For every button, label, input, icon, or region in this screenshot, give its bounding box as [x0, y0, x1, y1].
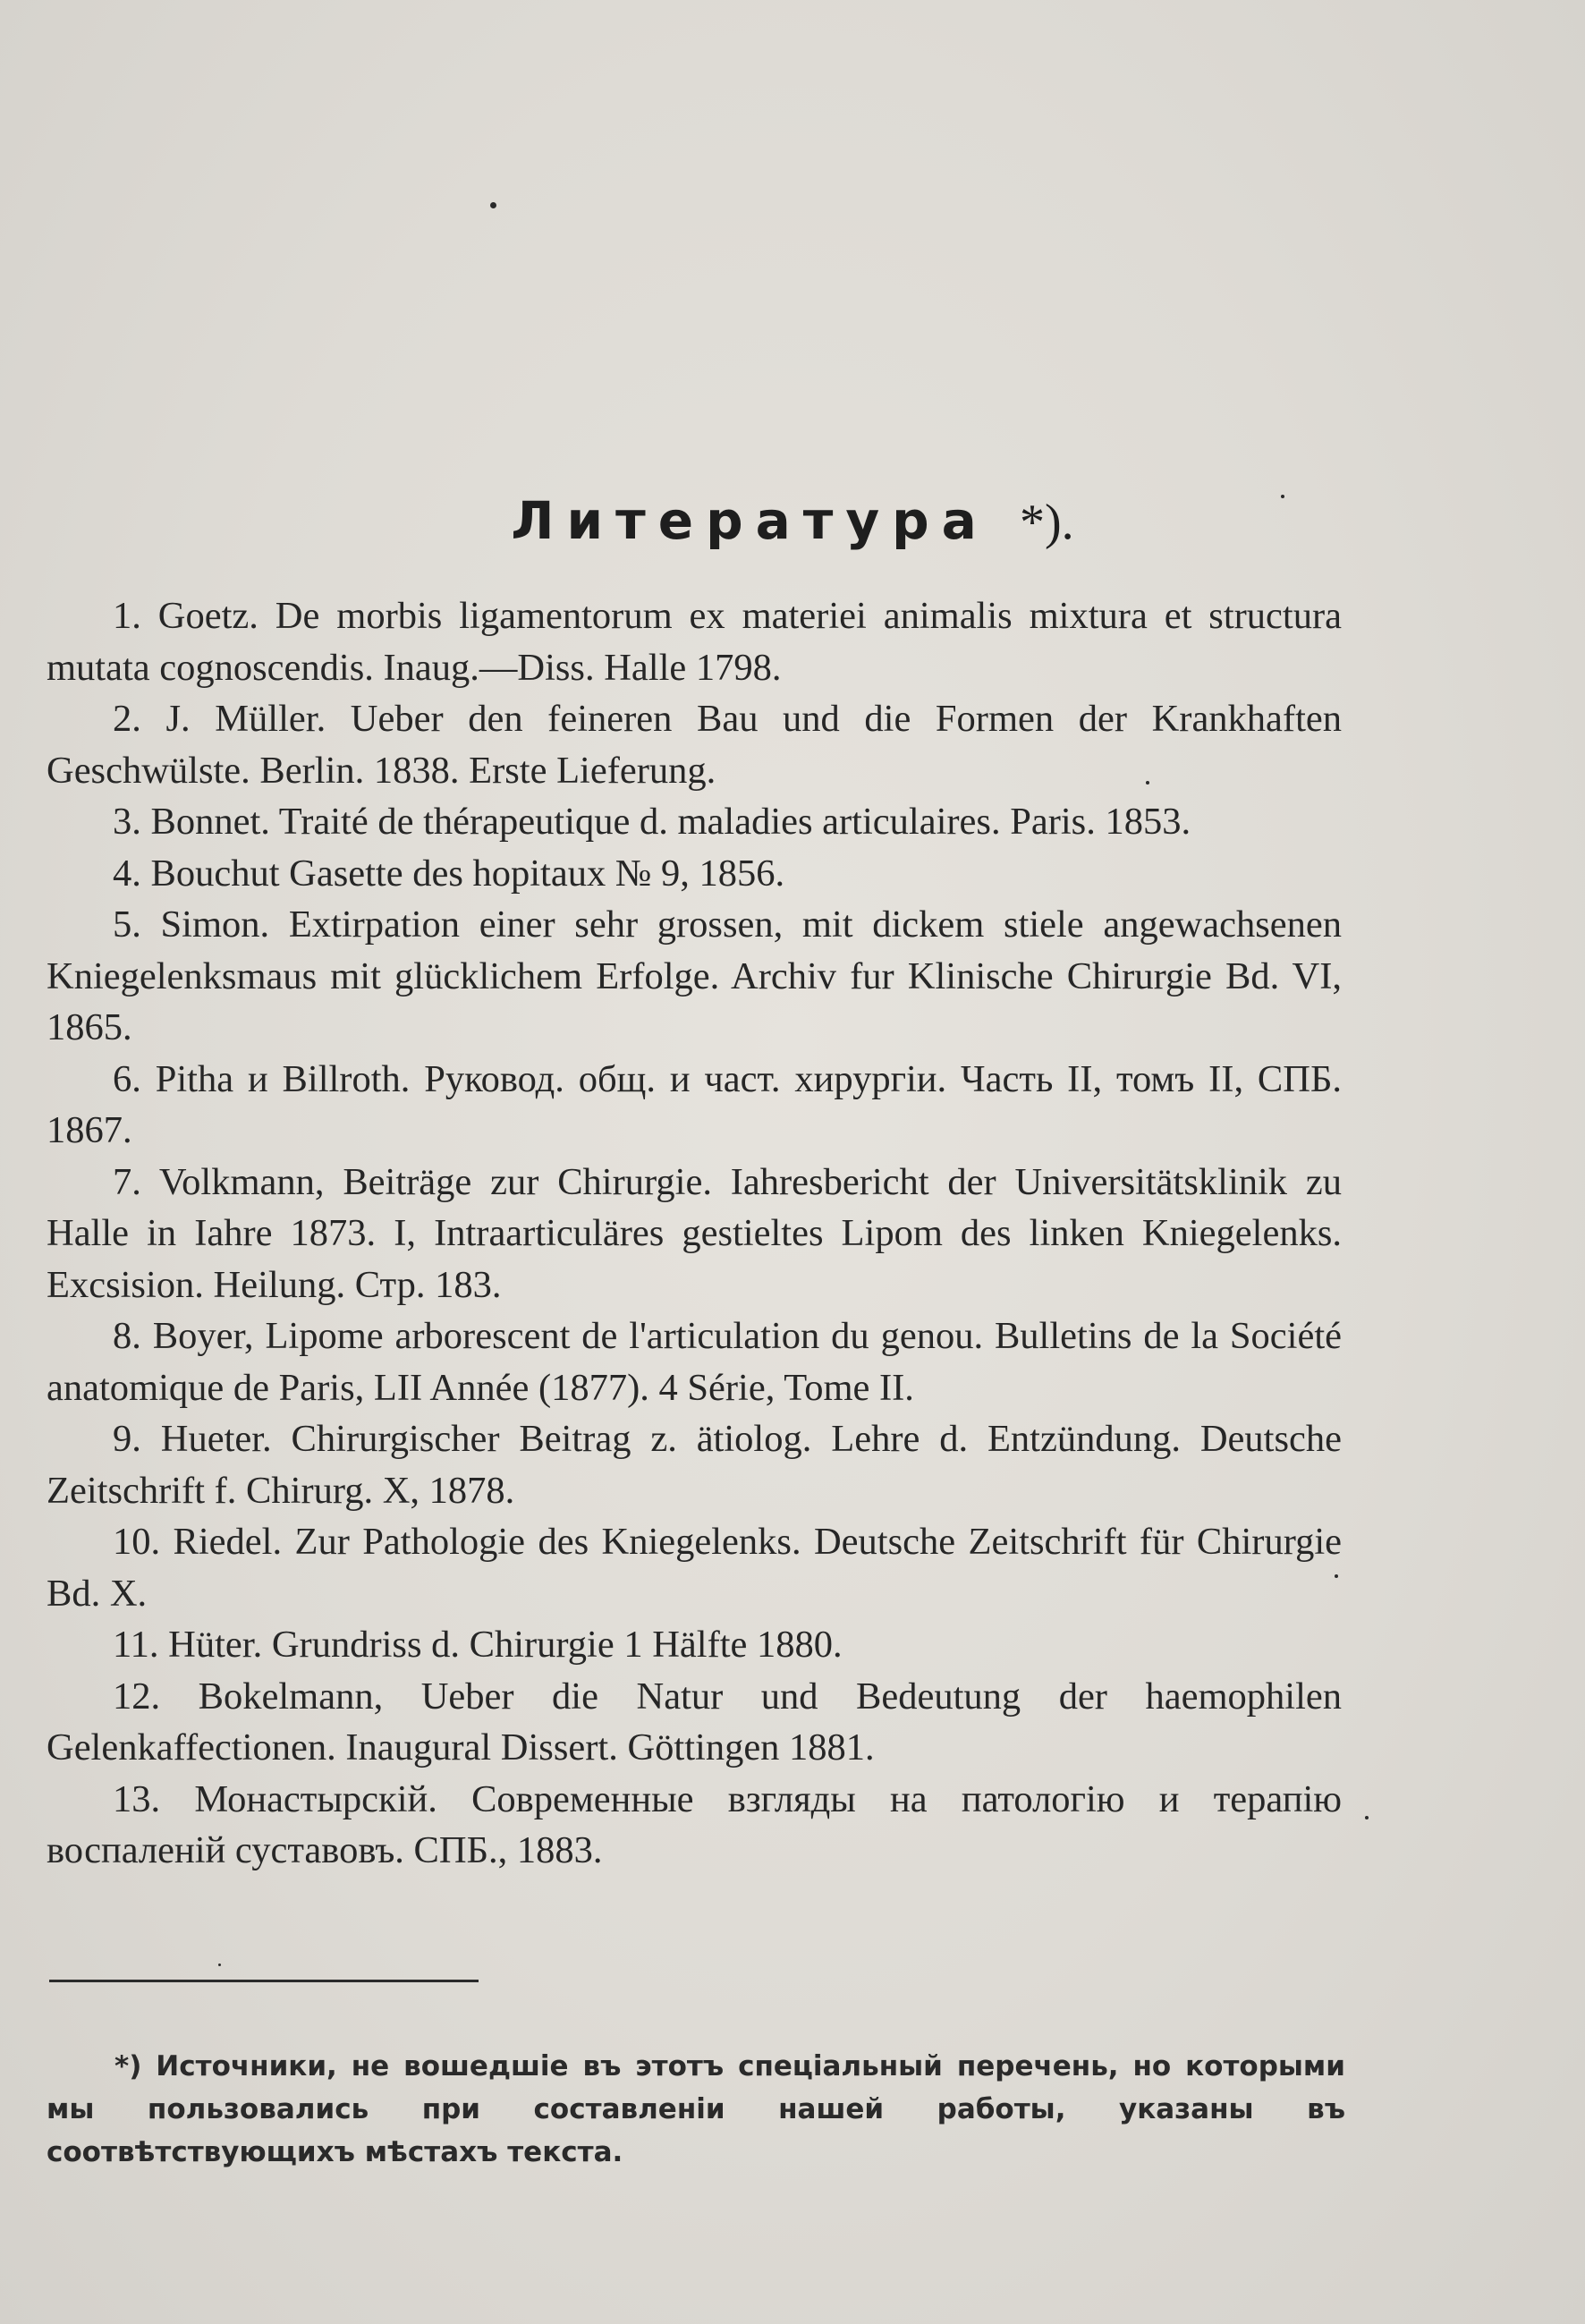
reference-item: 9. Hueter. Chirurgischer Beitrag z. ätiolog. Lehre d. Entzündung. Deutsche Zeitschrift f. Chirurg. X, 1878.	[47, 1418, 1342, 1512]
reference-item: 2. J. Müller. Ueber den feineren Bau und die Formen der Krankhaften Geschwülste. Berlin. 1838. Erste Lieferung.	[47, 698, 1342, 792]
ink-speck	[490, 202, 496, 208]
reference-item: 3. Bonnet. Traité de thérapeutique d. maladies articulaires. Paris. 1853.	[113, 801, 1191, 843]
title-footnote-marker: *).	[1020, 495, 1074, 550]
ink-speck	[1365, 1816, 1369, 1819]
title-text: Литература	[511, 490, 989, 551]
reference-list	[47, 590, 1342, 1877]
reference-item: 7. Volkmann, Beiträge zur Chirurgie. Iahresbericht der Universitätsklinik zu Halle in Iahre 1873. I, Intraarticuläres gestieltes Lipom des linken Kniegelenks. Excsision. Heilung. Стр. 183.	[47, 1160, 1342, 1306]
reference-item: 11. Hüter. Grundriss d. Chirurgie 1 Hälfte 1880.	[113, 1624, 843, 1666]
reference-item: 13. Монастырскій. Современные взгляды на патологію и терапію воспаленій суставовъ. СПБ., 1883.	[47, 1777, 1342, 1871]
reference-item: 12. Bokelmann, Ueber die Natur und Bedeutung der haemophilen Gelenkaffectionen. Inaugural Dissert. Göttingen 1881.	[47, 1675, 1342, 1768]
page-title	[0, 490, 1585, 551]
footnote: *) Источники, не вошедшіе въ этотъ спеціальный перечень, но которыми мы пользовались при составленіи нашей работы, указаны въ соотвѣтствующихъ мѣстахъ текста.	[47, 2050, 1345, 2168]
reference-item: 4. Bouchut Gasette des hopitaux № 9, 1856.	[113, 852, 785, 895]
footnote-divider	[49, 1980, 479, 1982]
reference-item: 10. Riedel. Zur Pathologie des Kniegelenks. Deutsche Zeitschrift für Chirurgie Bd. X.	[47, 1521, 1342, 1615]
reference-item: 8. Boyer, Lipome arborescent de l'articulation du genou. Bulletins de la Société anatomique de Paris, LII Année (1877). 4 Série, Tome II.	[47, 1315, 1342, 1409]
reference-item: 5. Simon. Extirpation einer sehr grossen, mit dickem stiele angewachsenen Kniegelenksmaus mit glücklichem Erfolge. Archiv fur Klinische Chirurgie Bd. VI, 1865.	[47, 903, 1342, 1048]
ink-speck	[218, 1964, 221, 1966]
reference-item: 1. Goetz. De morbis ligamentorum ex materiei animalis mixtura et structura mutata cognoscendis. Inaug.—Diss. Halle 1798.	[47, 595, 1342, 689]
reference-item: 6. Pitha и Billroth. Руковод. общ. и част. хирургіи. Часть II, томъ II, СПБ. 1867.	[47, 1057, 1342, 1151]
